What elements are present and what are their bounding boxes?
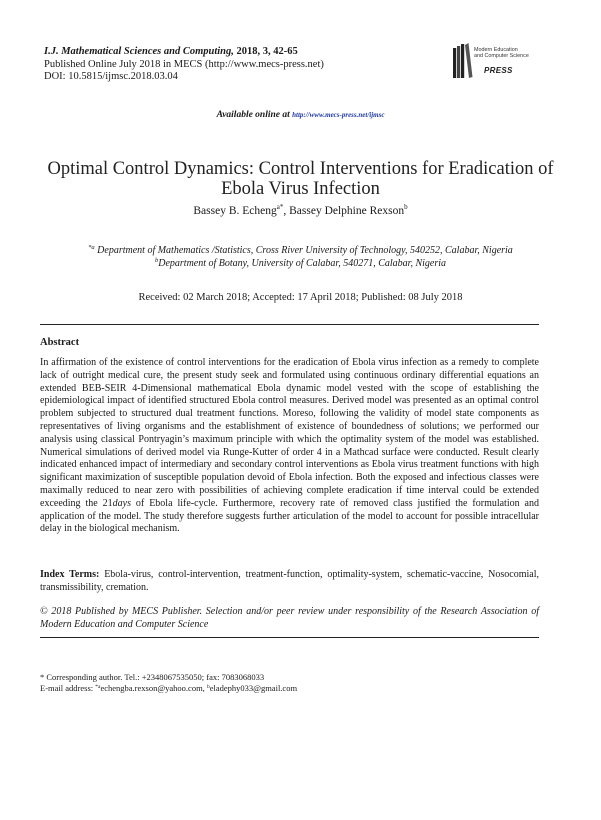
index-terms-label: Index Terms: <box>40 569 100 580</box>
journal-header <box>44 46 324 84</box>
abstract-days-unit: days <box>112 497 131 509</box>
affiliation-a <box>20 245 581 257</box>
logo-line-2: and Computer Science <box>474 53 529 59</box>
logo-line-1: Modern Education <box>474 47 518 53</box>
logo-text <box>474 47 529 59</box>
author-1-affiliation-mark: a* <box>276 203 284 211</box>
corresponding-author: * Corresponding author. Tel.: +2348067535050; fax: 7083068033 <box>40 672 265 682</box>
abstract-days-number: 21 <box>102 497 113 509</box>
divider-top <box>40 324 539 325</box>
affiliation-b <box>20 258 581 270</box>
email-mark-b: b <box>206 684 210 690</box>
published-line: Published Online July 2018 in MECS (http://www.mecs-press.net) <box>44 58 324 70</box>
available-label: Available online at <box>216 110 290 120</box>
affiliation-b-text: Department of Botany, University of Calabar, 540271, Calabar, Nigeria <box>158 258 447 269</box>
abstract-text-2: of Ebola life-cycle. Furthermore, recovery rate of removed class justified the formulation and application of the model. The study therefore suggests further articulation of the model to account for possible intracellular delay in the biological mechanism. <box>40 497 539 535</box>
author-1: Bassey B. Echeng <box>193 205 277 217</box>
affiliation-a-mark: *a <box>88 244 95 251</box>
logo-press: PRESS <box>484 66 513 75</box>
copyright-notice: © 2018 Published by MECS Publisher. Selection and/or peer review under responsibility of the Research Association of Modern Education and Computer Science <box>40 606 539 630</box>
email-a-link[interactable]: echengba.rexson@yahoo.com, <box>100 683 207 693</box>
book-stack-icon <box>452 42 476 80</box>
affiliation-b-mark: b <box>154 257 159 264</box>
email-label: E-mail address: <box>40 683 96 693</box>
email-line <box>40 683 297 694</box>
publisher-logo <box>452 42 552 80</box>
journal-title <box>44 46 324 59</box>
email-mark-a: *a <box>95 684 101 690</box>
journal-name: I.J. Mathematical Sciences and Computing, <box>44 46 234 57</box>
authors <box>0 205 601 217</box>
available-online <box>0 110 601 120</box>
index-terms <box>40 569 539 595</box>
index-terms-text: Ebola-virus, control-intervention, treatment-function, optimality-system, schematic-vaccine, Nosocomial, transmissibility, cremation. <box>40 569 539 593</box>
author-separator: , <box>283 205 290 217</box>
paper-title: Optimal Control Dynamics: Control Interventions for Eradication of Ebola Virus Infection <box>47 159 554 199</box>
journal-issue: 2018, 3, 42-65 <box>236 46 298 57</box>
abstract-text-1: In affirmation of the existence of control interventions for the eradication of Ebola virus infection as a remedy to complete lack of outright medical cure, the present study seek and formulated using continuous ordinary differential equations an extended BEB-SEIR 4-Dimensional mathematical Ebola dynamic model vested with the scope of establishing the epidemiological impact of identified structured Ebola control measures. Derived model was presented as an optimal control problem subjected to structured dual treatment functions. Moreso, following the validity of model state components as representatives of living organisms and the establishment of existence of boundedness of solutions; we performed our analysis using classical Pontryagin’s maximum principle with which the optimality system of the model was established. Numerical simulations of derived model via Runge-Kutter of order 4 in a Mathcad surface were conducted. Result clearly indicated enhanced impact of intermediary and secondary control interventions as Ebola virus treatment functions with high significant maximization of susceptible population devoid of Ebola infection. Both the exposed and infectious classes were maximally reduced to near zero with possibilities of achieving complete eradication if time interval could be extended exceeding the <box>40 357 539 509</box>
divider-bottom <box>40 637 539 638</box>
affiliation-a-text: Department of Mathematics /Statistics, Cross River University of Technology, 540252, Calabar, Nigeria <box>94 245 513 256</box>
journal-url-link[interactable]: http://www.mecs-press.net/ijmsc <box>292 111 385 119</box>
publication-dates: Received: 02 March 2018; Accepted: 17 April 2018; Published: 08 July 2018 <box>138 292 463 303</box>
abstract-heading: Abstract <box>40 337 80 348</box>
author-2: Bassey Delphine Rexson <box>289 205 405 217</box>
footnote <box>40 672 297 694</box>
email-b-link[interactable]: eladephy033@gmail.com <box>209 683 298 693</box>
doi-line: DOI: 10.5815/ijmsc.2018.03.04 <box>44 71 178 82</box>
abstract-body <box>40 357 539 536</box>
author-2-affiliation-mark: b <box>404 203 408 211</box>
